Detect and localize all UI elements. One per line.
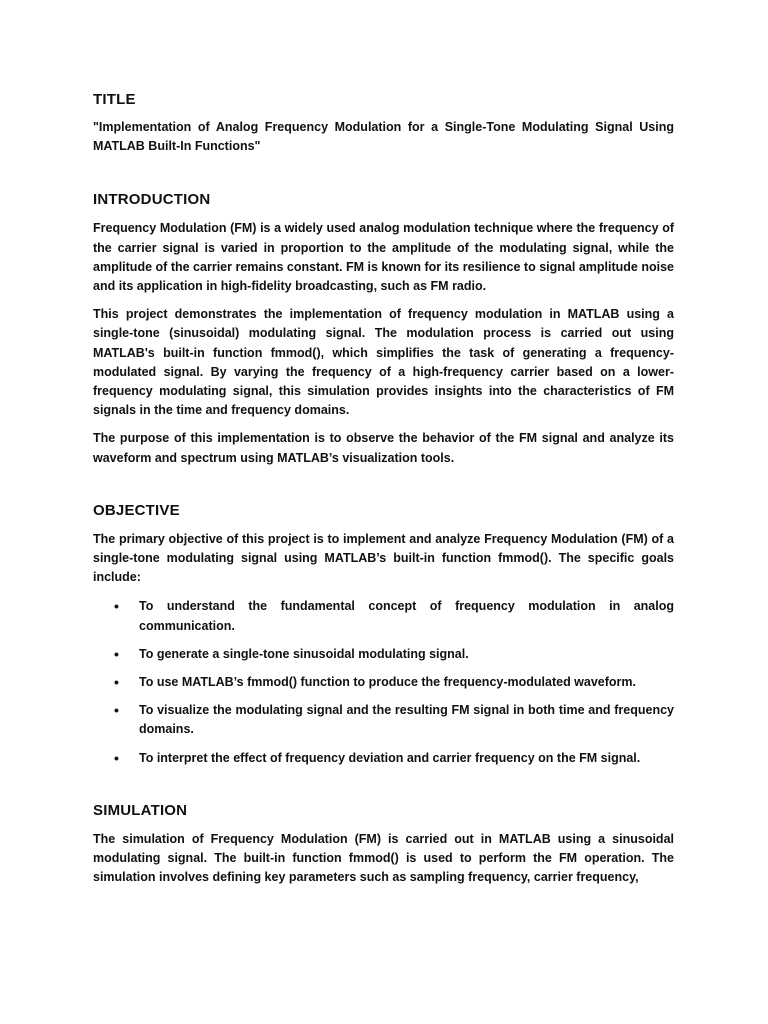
introduction-paragraph-1: Frequency Modulation (FM) is a widely used analog modulation technique where the frequency of the carrier signal is varied in proportion to the amplitude of the modulating signal, while the amplitude of the carrier remains constant. FM is known for its resilience to signal amplitude noise and its application in high-fidelity broadcasting, such as FM radio. [93, 221, 674, 294]
bullet-icon: • [114, 674, 119, 691]
objective-heading: OBJECTIVE [93, 501, 180, 519]
list-item [93, 645, 674, 664]
list-item [93, 597, 674, 635]
simulation-paragraph: The simulation of Frequency Modulation (FM) is carried out in MATLAB using a sinusoidal modulating signal. The built-in function fmmod() is used to perform the FM operation. The simulation involves defining key parameters such as sampling frequency, carrier frequency, [93, 831, 674, 885]
list-item-text: To use MATLAB’s fmmod() function to produce the frequency-modulated waveform. [139, 675, 637, 690]
introduction-heading: INTRODUCTION [93, 191, 211, 209]
introduction-paragraph-2: This project demonstrates the implementation of frequency modulation in MATLAB using a single-tone (sinusoidal) modulating signal. The modulation process is carried out using MATLAB's built-in function fmmod(), which simplifies the task of generating a frequency-modulated signal. By varying the frequency of a high-frequency carrier based on a lower-frequency modulating signal, this simulation provides insights into the characteristics of FM signals in the time and frequency domains. [93, 307, 674, 418]
document-page [93, 82, 674, 887]
list-item-text: To visualize the modulating signal and the resulting FM signal in both time and frequency domains. [139, 703, 674, 737]
objective-intro: The primary objective of this project is to implement and analyze Frequency Modulation (FM) of a single-tone modulating signal using MATLAB’s built-in function fmmod(). The specific goals include: [93, 531, 674, 585]
list-item [93, 701, 674, 739]
bullet-icon: • [114, 645, 119, 662]
list-item-text: To interpret the effect of frequency deviation and carrier frequency on the FM signal. [139, 750, 641, 765]
list-item-text: To understand the fundamental concept of frequency modulation in analog communication. [139, 599, 674, 633]
list-item-text: To generate a single-tone sinusoidal modulating signal. [139, 646, 469, 661]
title-text: "Implementation of Analog Frequency Modulation for a Single-Tone Modulating Signal Using MATLAB Built-In Functions" [93, 120, 674, 154]
list-item [93, 749, 674, 768]
title-heading: TITLE [93, 91, 136, 108]
introduction-paragraph-3: The purpose of this implementation is to observe the behavior of the FM signal and analyze its waveform and spectrum using MATLAB’s visualization tools. [93, 431, 674, 465]
simulation-heading: SIMULATION [93, 801, 188, 819]
objective-list [93, 597, 674, 767]
bullet-icon: • [114, 598, 119, 615]
bullet-icon: • [114, 702, 119, 719]
bullet-icon: • [114, 749, 119, 766]
list-item [93, 673, 674, 692]
